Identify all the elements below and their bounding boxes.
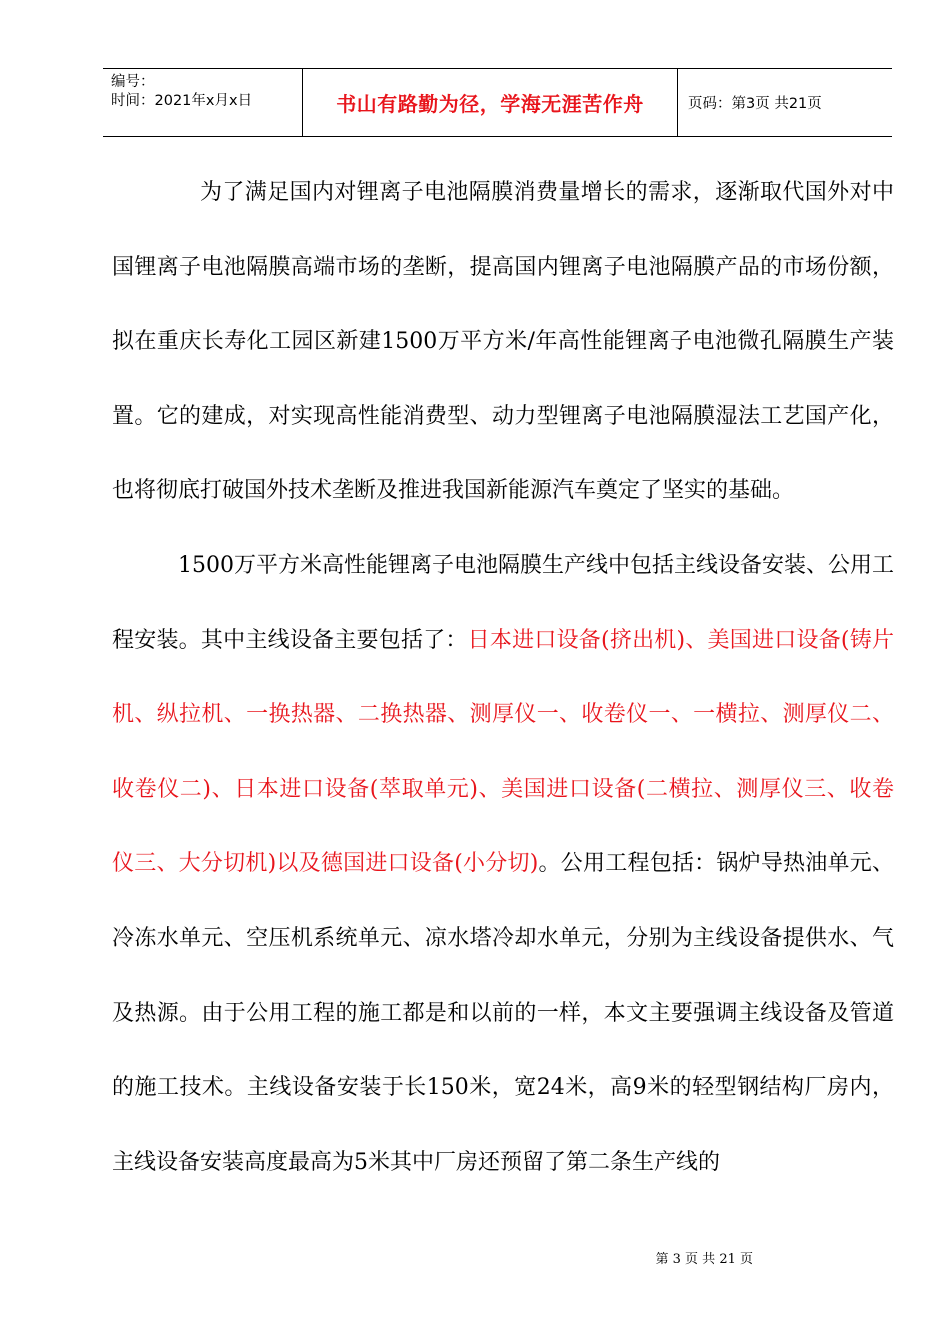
page-header: [103, 68, 892, 137]
paragraph-2-text-a: 1500万平方米高性能锂离子电池隔膜生产线中包括主线设备安装、公用工程安装。其中主线设备主要包括了：: [112, 552, 894, 653]
document-date: 时间：2021年x月x日: [111, 93, 253, 109]
page-footer: 第 3 页 共 21 页: [655, 1252, 753, 1267]
paragraph-1: [112, 156, 894, 529]
header-page-code: 页码：第3页 共21页: [688, 96, 822, 112]
document-body: [112, 156, 894, 1200]
paragraph-2: [112, 529, 894, 1200]
header-meta: [103, 69, 303, 136]
equipment-list-highlight: 日本进口设备(挤出机)、美国进口设备(铸片机、纵拉机、一换热器、二换热器、测厚仪一、收卷仪一、一横拉、测厚仪二、收卷仪二)、日本进口设备(萃取单元)、美国进口设备(二横拉、测厚仪三、收卷仪三、大分切机)以及德国进口设备(小分切): [112, 627, 894, 877]
header-motto: 书山有路勤为径，学海无涯苦作舟: [303, 69, 678, 136]
document-number-label: 编号：: [111, 74, 155, 90]
paragraph-1-text: 为了满足国内对锂离子电池隔膜消费量增长的需求，逐渐取代国外对中国锂离子电池隔膜高端市场的垄断，提高国内锂离子电池隔膜产品的市场份额，拟在重庆长寿化工园区新建1500万平方米/年高性能锂离子电池微孔隔膜生产装置。它的建成，对实现高性能消费型、动力型锂离子电池隔膜湿法工艺国产化，也将彻底打破国外技术垄断及推进我国新能源汽车奠定了坚实的基础。: [112, 180, 894, 504]
paragraph-2-text-b: 。公用工程包括：锅炉导热油单元、冷冻水单元、空压机系统单元、凉水塔冷却水单元，分别为主线设备提供水、气及热源。由于公用工程的施工都是和以前的一样，本文主要强调主线设备及管道的施工技术。主线设备安装于长150米，宽24米，高9米的轻型钢结构厂房内，主线设备安装高度最高为5米其中厂房还预留了第二条生产线的: [112, 851, 894, 1175]
